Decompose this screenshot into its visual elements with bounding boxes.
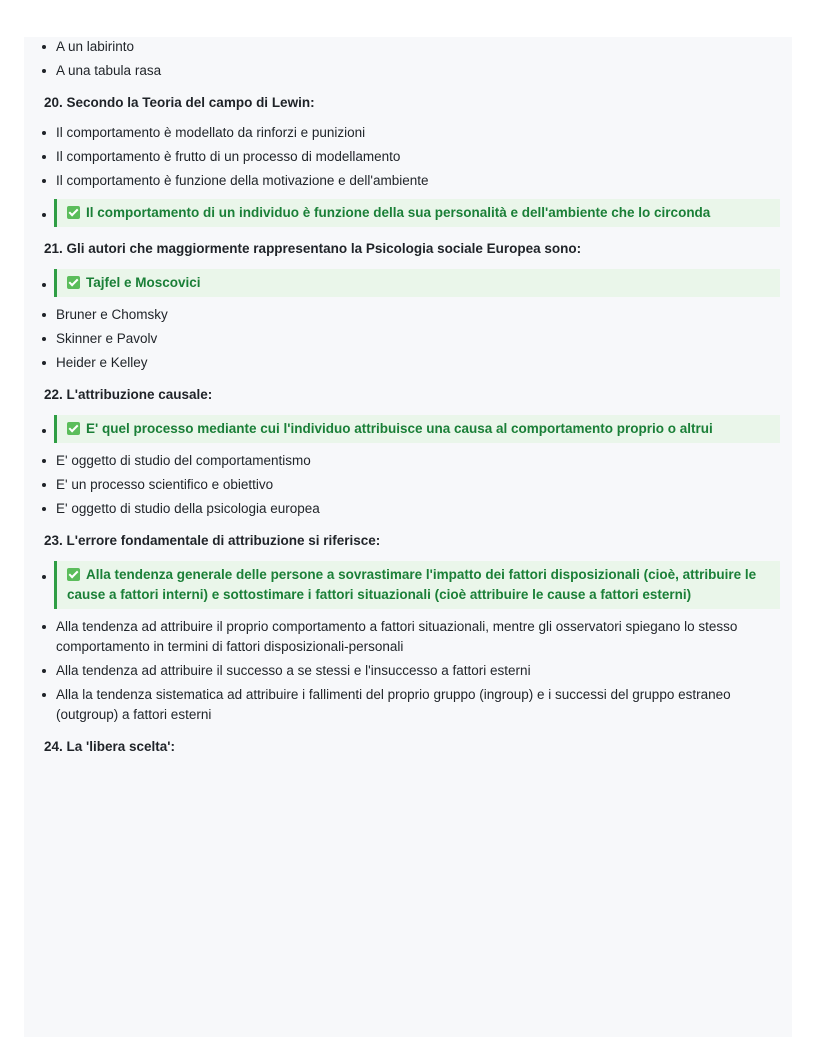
answer-option: Heider e Kelley <box>56 353 780 373</box>
answer-option: Il comportamento è frutto di un processo di modellamento <box>56 147 780 167</box>
question-block <box>44 531 780 725</box>
list-item: A una tabula rasa <box>56 61 780 81</box>
answer-option: Bruner e Chomsky <box>56 305 780 325</box>
question-title: 24. La 'libera scelta': <box>44 739 175 754</box>
correct-answer <box>56 561 780 609</box>
correct-answer-highlight <box>54 415 780 443</box>
answer-options <box>56 123 780 227</box>
check-mark-icon <box>67 276 80 289</box>
correct-answer-text: Il comportamento di un individuo è funzione della sua personalità e dell'ambiente che lo circonda <box>86 205 711 220</box>
answer-option: Skinner e Pavolv <box>56 329 780 349</box>
question-title: 21. Gli autori che maggiormente rappresentano la Psicologia sociale Europea sono: <box>44 241 582 256</box>
correct-answer-highlight <box>54 269 780 297</box>
check-mark-icon <box>67 422 80 435</box>
question-block <box>44 93 780 227</box>
answer-option: E' un processo scientifico e obiettivo <box>56 475 780 495</box>
check-mark-icon <box>67 206 80 219</box>
correct-answer <box>56 269 780 297</box>
correct-answer-text: Alla tendenza generale delle persone a sovrastimare l'impatto dei fattori disposizionali (cioè, attribuire le cause a fattori interni) e sottostimare i fattori situazionali (cioè attribuire le cause a fattori esterni) <box>67 567 757 602</box>
answer-options <box>56 415 780 519</box>
question-title: 20. Secondo la Teoria del campo di Lewin: <box>44 95 315 110</box>
answer-option: Il comportamento è funzione della motivazione e dell'ambiente <box>56 171 780 191</box>
answer-option: Alla tendenza ad attribuire il successo a se stessi e l'insuccesso a fattori esterni <box>56 661 780 681</box>
question-title: 23. L'errore fondamentale di attribuzione si riferisce: <box>44 533 381 548</box>
check-mark-icon <box>67 568 80 581</box>
question-block <box>44 385 780 519</box>
answer-option: E' oggetto di studio del comportamentismo <box>56 451 780 471</box>
question-block <box>44 239 780 373</box>
correct-answer-text: E' quel processo mediante cui l'individuo attribuisce una causa al comportamento proprio o altrui <box>86 421 713 436</box>
correct-answer-highlight <box>54 561 780 609</box>
list-item: A un labirinto <box>56 37 780 57</box>
answer-option: Alla tendenza ad attribuire il proprio comportamento a fattori situazionali, mentre gli osservatori spiegano lo stesso comportamento in termini di fattori disposizionali-personali <box>56 617 780 657</box>
answer-option: E' oggetto di studio della psicologia europea <box>56 499 780 519</box>
answer-option: Il comportamento è modellato da rinforzi e punizioni <box>56 123 780 143</box>
answer-option: Alla la tendenza sistematica ad attribuire i fallimenti del proprio gruppo (ingroup) e i successi del gruppo estraneo (outgroup) a fattori esterni <box>56 685 780 725</box>
answer-options <box>56 269 780 373</box>
correct-answer-highlight <box>54 199 780 227</box>
correct-answer <box>56 415 780 443</box>
correct-answer-text: Tajfel e Moscovici <box>86 275 201 290</box>
question-title: 22. L'attribuzione causale: <box>44 387 213 402</box>
questions-list <box>44 93 780 757</box>
answer-options <box>56 561 780 725</box>
intro-options <box>56 37 780 81</box>
correct-answer <box>56 199 780 227</box>
quiz-document <box>24 37 792 1037</box>
question-block <box>44 737 780 757</box>
